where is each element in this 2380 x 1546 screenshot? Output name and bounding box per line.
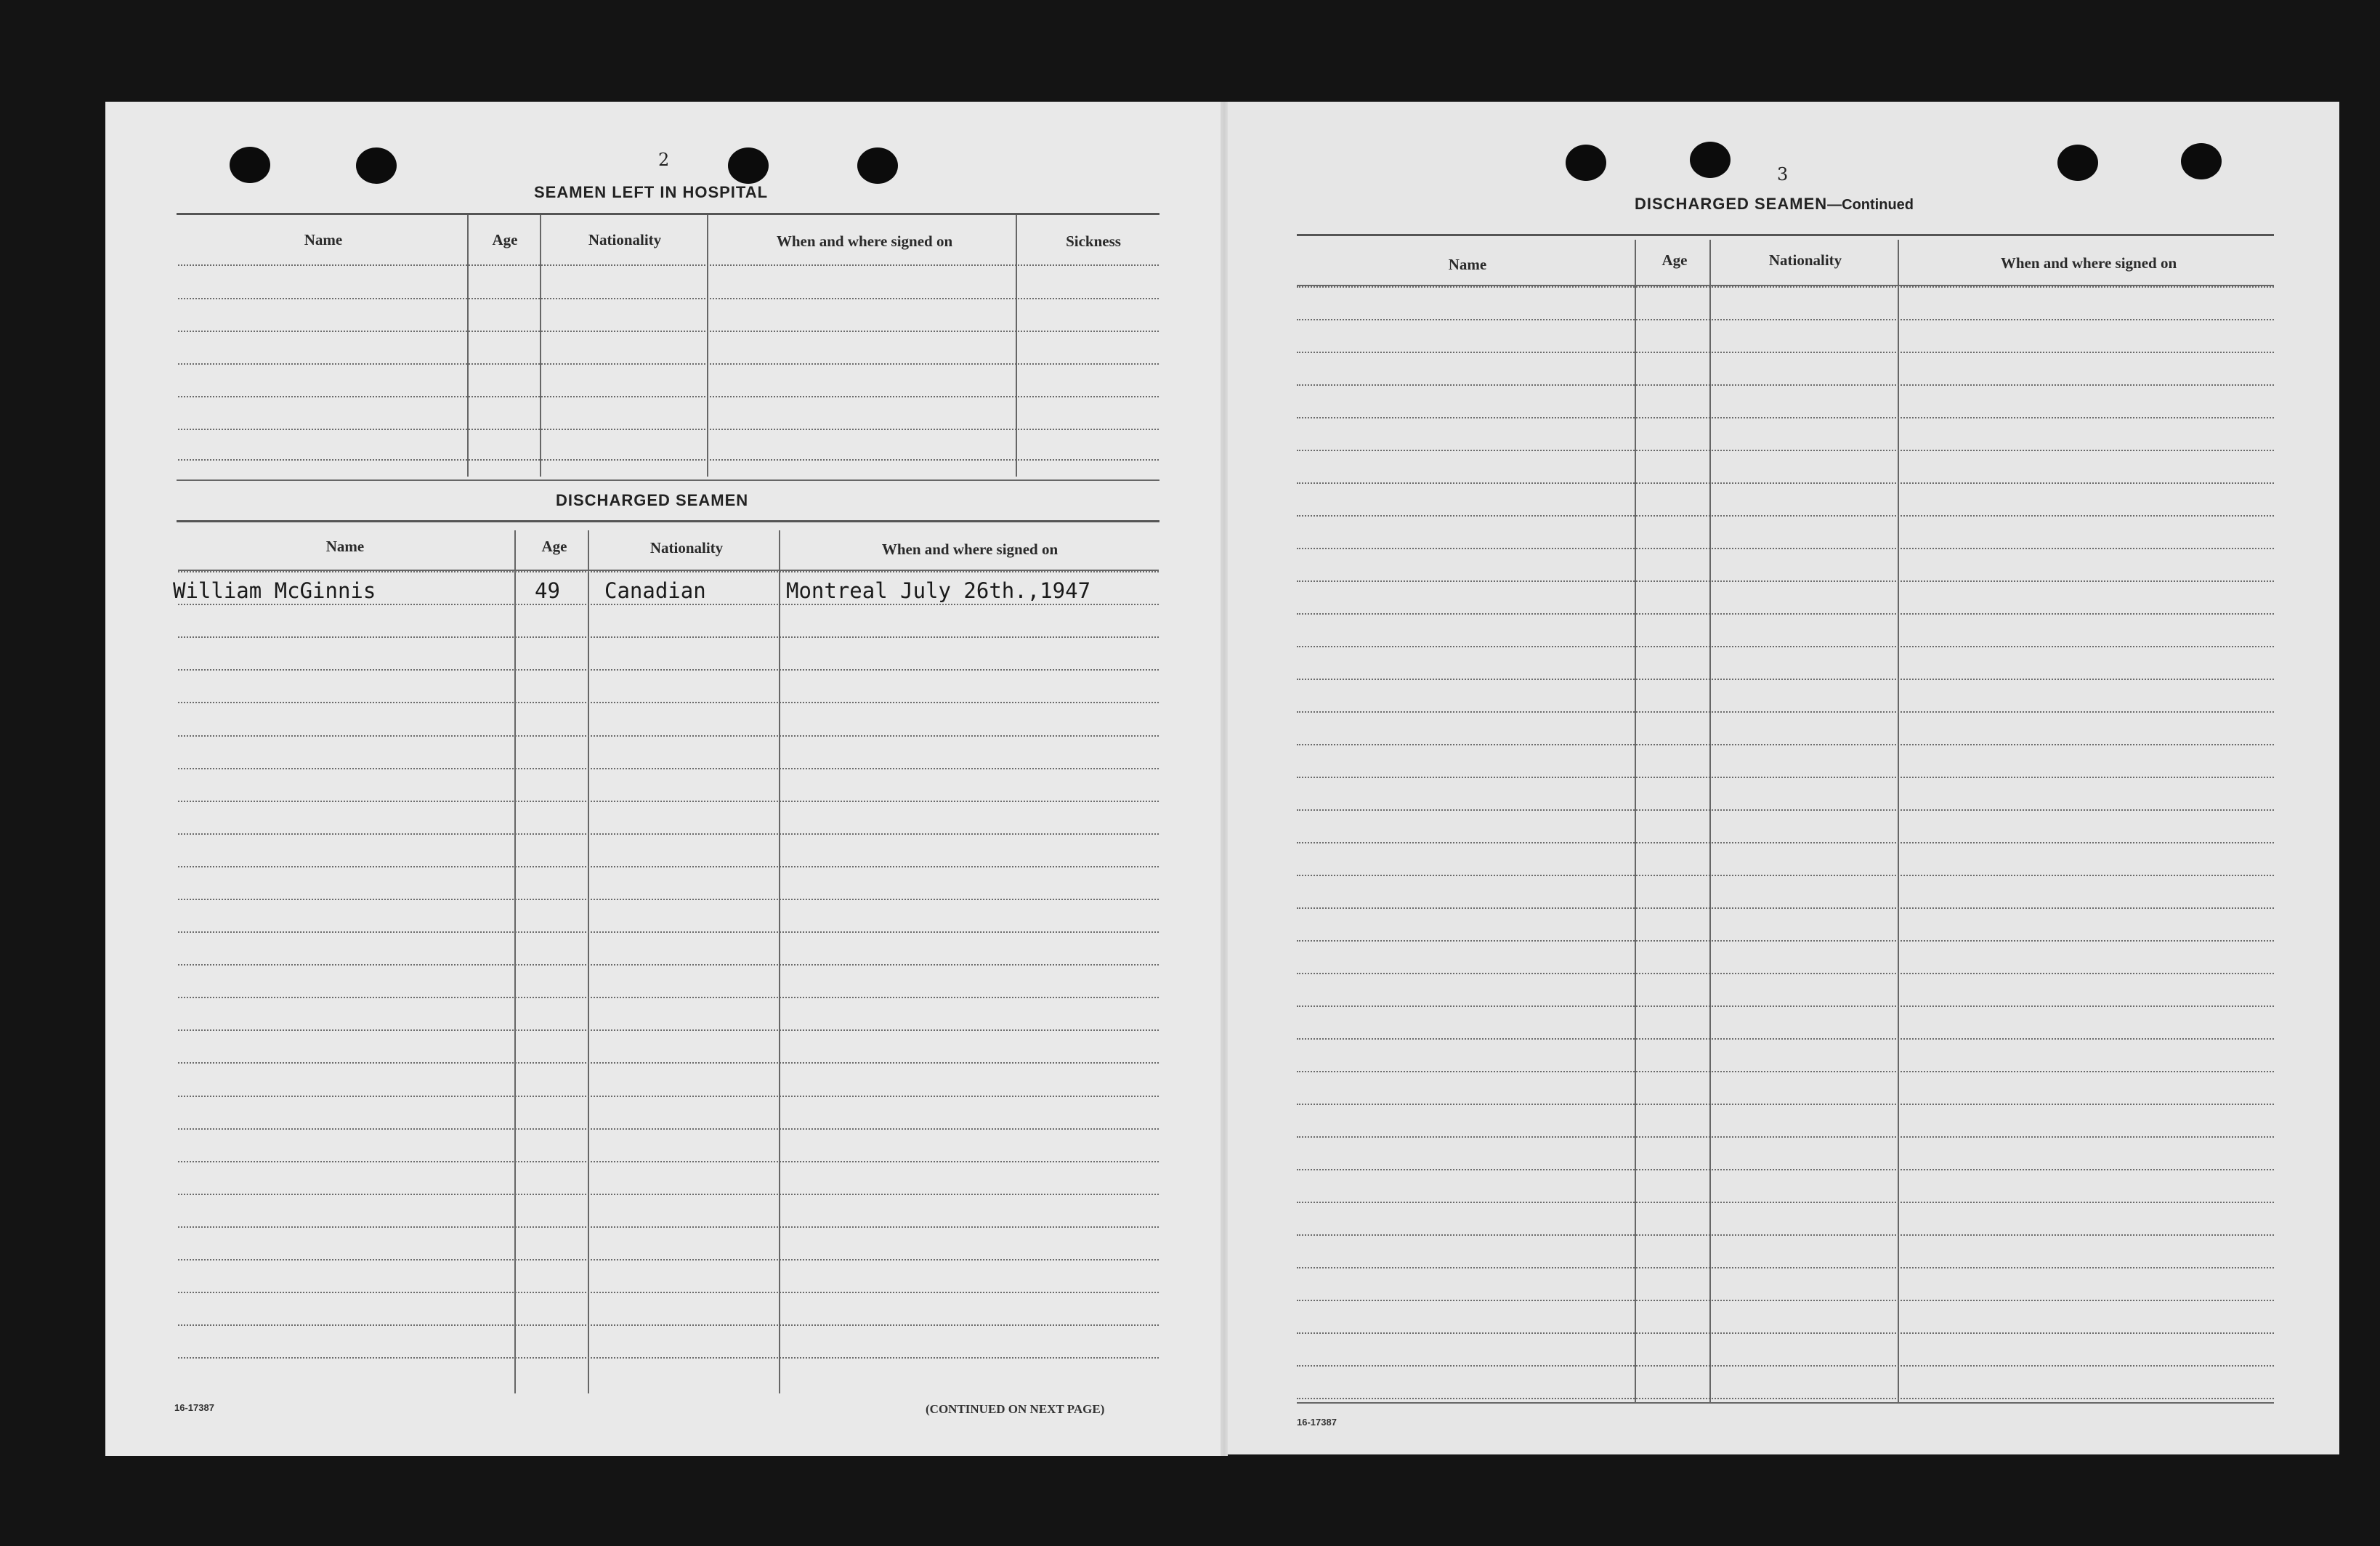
- right-row-line: [1297, 1267, 2274, 1268]
- discharged-col-divider: [514, 530, 516, 1393]
- discharged-col-signed-on: When and where signed on: [881, 541, 1059, 558]
- right-row-line: [1297, 1136, 2274, 1138]
- right-row-line: [1297, 286, 2274, 288]
- punch-hole: [1566, 145, 1606, 181]
- hospital-section-title: SEAMEN LEFT IN HOSPITAL: [534, 183, 769, 201]
- right-row-line: [1297, 1332, 2274, 1334]
- discharged-row-line: [178, 801, 1159, 802]
- right-table-top-rule: [1297, 234, 2274, 236]
- punch-hole: [1690, 142, 1731, 178]
- right-row-line: [1297, 580, 2274, 582]
- right-row-line: [1297, 1300, 2274, 1301]
- hospital-row-line: [178, 298, 1159, 299]
- left-page-number: 2: [658, 150, 670, 170]
- discharged-col-nationality: Nationality: [649, 539, 724, 557]
- punch-hole: [857, 147, 898, 184]
- right-form-number: 16-17387: [1297, 1417, 1337, 1428]
- right-row-line: [1297, 1234, 2274, 1236]
- right-row-line: [1297, 352, 2274, 353]
- discharged-row-line: [178, 1292, 1159, 1293]
- right-row-line: [1297, 875, 2274, 876]
- discharged-row-line: [178, 1029, 1159, 1031]
- right-col-nationality: Nationality: [1768, 251, 1842, 269]
- right-title-suffix: —Continued: [1827, 197, 1914, 213]
- page-fold: [1221, 102, 1228, 1456]
- discharged-row-line: [178, 997, 1159, 998]
- punch-hole: [2057, 145, 2098, 181]
- right-title-main: DISCHARGED SEAMEN: [1635, 195, 1828, 213]
- discharged-row-line: [178, 669, 1159, 671]
- right-row-line: [1297, 1202, 2274, 1203]
- discharged-row-line: [178, 1357, 1159, 1359]
- hospital-row-line: [178, 459, 1159, 461]
- hospital-col-divider: [467, 215, 469, 477]
- hospital-col-divider: [707, 215, 708, 477]
- left-form-number: 16-17387: [174, 1402, 214, 1413]
- right-col-divider: [1709, 240, 1711, 1402]
- right-row-line: [1297, 711, 2274, 713]
- right-row-line: [1297, 1104, 2274, 1105]
- discharged-row-line: [178, 604, 1159, 605]
- right-page-title: [1635, 195, 1914, 214]
- discharged-row-line: [178, 1128, 1159, 1130]
- seaman-age: 49: [535, 578, 560, 603]
- discharged-row-line: [178, 571, 1159, 572]
- right-row-line: [1297, 842, 2274, 843]
- right-row-line: [1297, 1169, 2274, 1170]
- right-row-line: [1297, 1071, 2274, 1072]
- right-row-line: [1297, 1398, 2274, 1399]
- punch-hole: [356, 147, 397, 184]
- discharged-table-top-rule: [177, 520, 1159, 522]
- discharged-section-title: DISCHARGED SEAMEN: [556, 491, 749, 509]
- hospital-col-age: Age: [492, 231, 518, 248]
- hospital-col-divider: [540, 215, 541, 477]
- discharged-row-line: [178, 899, 1159, 900]
- discharged-col-name: Name: [325, 538, 365, 555]
- right-col-name: Name: [1448, 256, 1487, 273]
- hospital-row-line: [178, 429, 1159, 430]
- right-row-line: [1297, 744, 2274, 745]
- hospital-row-line: [178, 264, 1159, 266]
- discharged-row-line: [178, 735, 1159, 737]
- right-page-number: 3: [1777, 164, 1789, 185]
- right-row-line: [1297, 777, 2274, 778]
- discharged-row-line: [178, 1161, 1159, 1162]
- right-col-divider: [1898, 240, 1899, 1402]
- discharged-row-line: [178, 1062, 1159, 1064]
- hospital-col-signed-on: When and where signed on: [776, 232, 953, 250]
- right-row-line: [1297, 646, 2274, 647]
- hospital-col-sickness: Sickness: [1066, 232, 1121, 250]
- discharged-row-line: [178, 866, 1159, 867]
- right-row-line: [1297, 384, 2274, 386]
- right-row-line: [1297, 940, 2274, 942]
- right-row-line: [1297, 319, 2274, 320]
- right-row-line: [1297, 515, 2274, 517]
- right-row-line: [1297, 1038, 2274, 1040]
- right-row-line: [1297, 613, 2274, 615]
- right-row-line: [1297, 973, 2274, 974]
- discharged-row-line: [178, 636, 1159, 638]
- right-row-line: [1297, 809, 2274, 811]
- right-table-bottom-rule: [1297, 1402, 2274, 1404]
- hospital-col-nationality: Nationality: [588, 231, 662, 248]
- discharged-row-line: [178, 964, 1159, 966]
- right-col-age: Age: [1661, 251, 1688, 269]
- discharged-row-line: [178, 1259, 1159, 1260]
- discharged-row-line: [178, 702, 1159, 703]
- hospital-table-bottom-rule: [177, 479, 1159, 481]
- discharged-col-divider: [588, 530, 589, 1393]
- discharged-col-divider: [779, 530, 780, 1393]
- hospital-row-line: [178, 331, 1159, 332]
- hospital-row-line: [178, 363, 1159, 365]
- seaman-name: William McGinnis: [173, 578, 376, 603]
- discharged-row-line: [178, 768, 1159, 769]
- discharged-row-line: [178, 833, 1159, 835]
- seaman-signed-on: Montreal July 26th.,1947: [786, 578, 1091, 603]
- hospital-col-divider: [1016, 215, 1017, 477]
- continued-footer: (CONTINUED ON NEXT PAGE): [926, 1402, 1105, 1416]
- hospital-col-name: Name: [304, 231, 343, 248]
- punch-hole: [728, 147, 769, 184]
- discharged-row-line: [178, 1324, 1159, 1326]
- right-row-line: [1297, 417, 2274, 418]
- right-row-line: [1297, 907, 2274, 909]
- hospital-row-line: [178, 396, 1159, 397]
- right-col-signed-on: When and where signed on: [2000, 254, 2177, 272]
- right-page: [1224, 102, 2339, 1454]
- discharged-header-rule: [178, 570, 1159, 571]
- punch-hole: [230, 147, 270, 183]
- right-row-line: [1297, 482, 2274, 484]
- right-row-line: [1297, 1005, 2274, 1007]
- discharged-row-line: [178, 1194, 1159, 1195]
- discharged-row-line: [178, 931, 1159, 933]
- hospital-table-top-rule: [177, 213, 1159, 215]
- left-page: [105, 102, 1224, 1456]
- right-row-line: [1297, 679, 2274, 680]
- right-row-line: [1297, 450, 2274, 451]
- discharged-col-age: Age: [541, 538, 567, 555]
- right-col-divider: [1635, 240, 1636, 1402]
- right-header-rule: [1297, 285, 2274, 286]
- seaman-nationality: Canadian: [604, 578, 706, 603]
- punch-hole: [2181, 143, 2222, 179]
- discharged-row-line: [178, 1226, 1159, 1228]
- right-row-line: [1297, 1365, 2274, 1367]
- right-row-line: [1297, 548, 2274, 549]
- discharged-row-line: [178, 1096, 1159, 1097]
